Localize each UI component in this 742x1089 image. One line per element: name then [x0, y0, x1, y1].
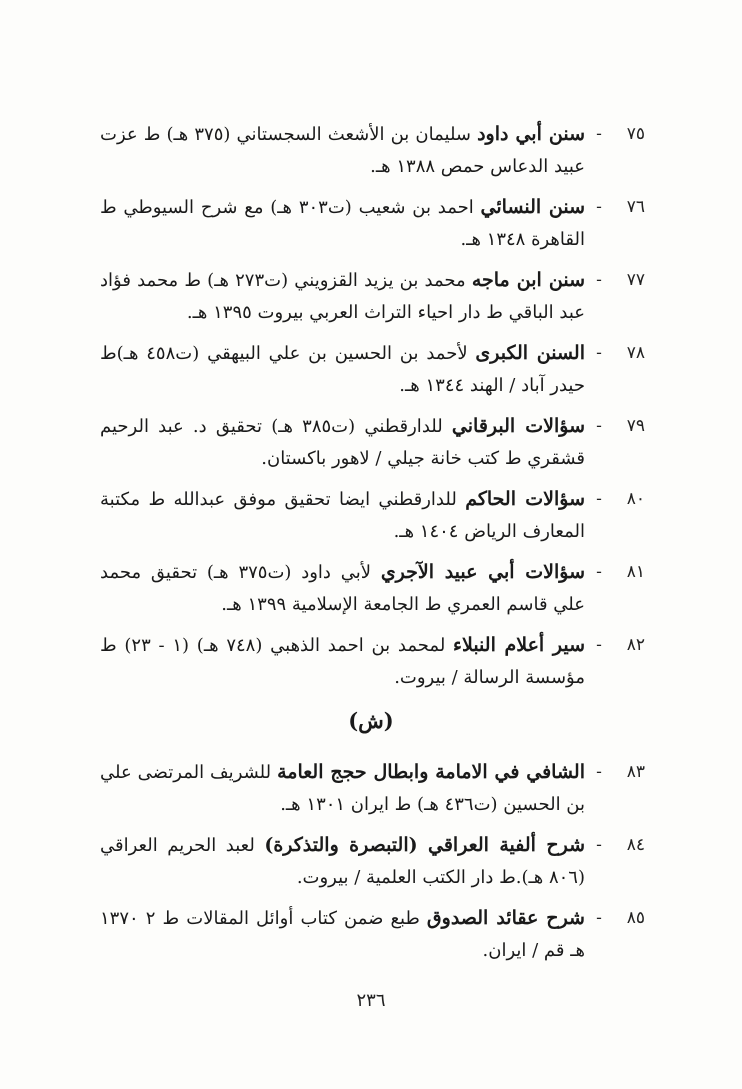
list-item: [100, 483, 645, 548]
entry-title: سير أعلام النبلاء: [453, 634, 585, 656]
entry-title: سنن ابن ماجه: [471, 269, 585, 291]
list-item: [100, 902, 645, 967]
entry-title: سنن النسائي: [480, 196, 586, 218]
entry-text: لأبي داود (ت٣٧٥ هـ) تحقيق محمد علي قاسم العمري ط الجامعة الإسلامية ١٣٩٩ هـ.: [100, 562, 585, 615]
entry-title: سنن أبي داود: [477, 123, 585, 145]
list-item: [100, 264, 645, 329]
entry-body: [100, 902, 585, 967]
entry-title: سؤالات البرقاني: [451, 415, 585, 437]
entry-number: ٨٠: [626, 489, 645, 509]
entry-number: ٧٨: [626, 343, 645, 363]
entry-text: محمد بن يزيد القزويني (ت٢٧٣ هـ) ط محمد فؤاد عبد الباقي ط دار احياء التراث العربي بيروت ١٣٩٥ هـ.: [100, 270, 585, 323]
entry-number: ٧٦: [626, 197, 645, 217]
entry-dash: -: [596, 562, 602, 582]
entry-title: شرح ألفية العراقي (التبصرة والتذكرة): [264, 834, 585, 856]
entry-number: ٨٢: [626, 635, 645, 655]
entry-title: شرح عقائد الصدوق: [426, 907, 585, 929]
entry-body: [100, 410, 585, 475]
list-item: [100, 756, 645, 821]
entry-body: [100, 191, 585, 256]
entry-text: سليمان بن الأشعث السجستاني (٣٧٥ هـ) ط عزت عبيد الدعاس حمص ١٣٨٨ هـ.: [100, 124, 585, 177]
entry-text: احمد بن شعيب (ت٣٠٣ هـ) مع شرح السيوطي ط القاهرة ١٣٤٨ هـ.: [100, 197, 585, 250]
list-item: [100, 118, 645, 183]
list-item: [100, 829, 645, 894]
entry-title: سؤالات الحاكم: [465, 488, 585, 510]
entry-dash: -: [596, 908, 602, 928]
entry-text: طبع ضمن كتاب أوائل المقالات ط ٢ ١٣٧٠ هـ قم / ايران.: [100, 908, 585, 961]
bibliography-list-shin: [100, 756, 645, 975]
list-item: [100, 191, 645, 256]
entry-body: [100, 556, 585, 621]
list-item: [100, 629, 645, 694]
entry-number: ٨٤: [626, 835, 645, 855]
entry-dash: -: [596, 762, 602, 782]
entry-text: للشريف المرتضى علي بن الحسين (ت٤٣٦ هـ) ط ايران ١٣٠١ هـ.: [100, 762, 585, 815]
entry-number: ٧٧: [626, 270, 645, 290]
entry-dash: -: [596, 835, 602, 855]
entry-text: لمحمد بن احمد الذهبي (٧٤٨ هـ) (١ - ٢٣) ط مؤسسة الرسالة / بيروت.: [100, 635, 585, 688]
list-item: [100, 410, 645, 475]
entry-title: الشافي في الامامة وابطال حجج العامة: [277, 761, 585, 783]
entry-dash: -: [596, 416, 602, 436]
entry-number: ٨٥: [626, 908, 645, 928]
entry-text: للدارقطني (ت٣٨٥ هـ) تحقيق د. عبد الرحيم قشقري ط كتب خانة جيلي / لاهور باكستان.: [100, 416, 585, 469]
entry-number: ٨١: [626, 562, 645, 582]
entry-body: [100, 483, 585, 548]
entry-body: [100, 337, 585, 402]
section-heading: (ش): [348, 708, 394, 733]
entry-dash: -: [596, 197, 602, 217]
page-number: ٢٣٦: [356, 990, 386, 1011]
entry-number: ٧٥: [626, 124, 645, 144]
entry-dash: -: [596, 635, 602, 655]
entry-title: السنن الكبرى: [475, 342, 585, 364]
entry-body: [100, 829, 585, 894]
entry-body: [100, 264, 585, 329]
entry-body: [100, 629, 585, 694]
entry-body: [100, 118, 585, 183]
entry-text: لعبد الحريم العراقي (٨٠٦ هـ).ط دار الكتب العلمية / بيروت.: [100, 835, 585, 888]
list-item: [100, 556, 645, 621]
entry-number: ٧٩: [626, 416, 645, 436]
entry-body: [100, 756, 585, 821]
entry-dash: -: [596, 124, 602, 144]
entry-title: سؤالات أبي عبيد الآجري: [380, 561, 585, 583]
list-item: [100, 337, 645, 402]
bibliography-list-sin: [100, 118, 645, 702]
entry-dash: -: [596, 489, 602, 509]
entry-dash: -: [596, 343, 602, 363]
entry-dash: -: [596, 270, 602, 290]
entry-text: لأحمد بن الحسين بن علي البيهقي (ت٤٥٨ هـ)ط حيدر آباد / الهند ١٣٤٤ هـ.: [100, 343, 585, 396]
entry-text: للدارقطني ايضا تحقيق موفق عبدالله ط مكتبة المعارف الرياض ١٤٠٤ هـ.: [100, 489, 585, 542]
entry-number: ٨٣: [626, 762, 645, 782]
